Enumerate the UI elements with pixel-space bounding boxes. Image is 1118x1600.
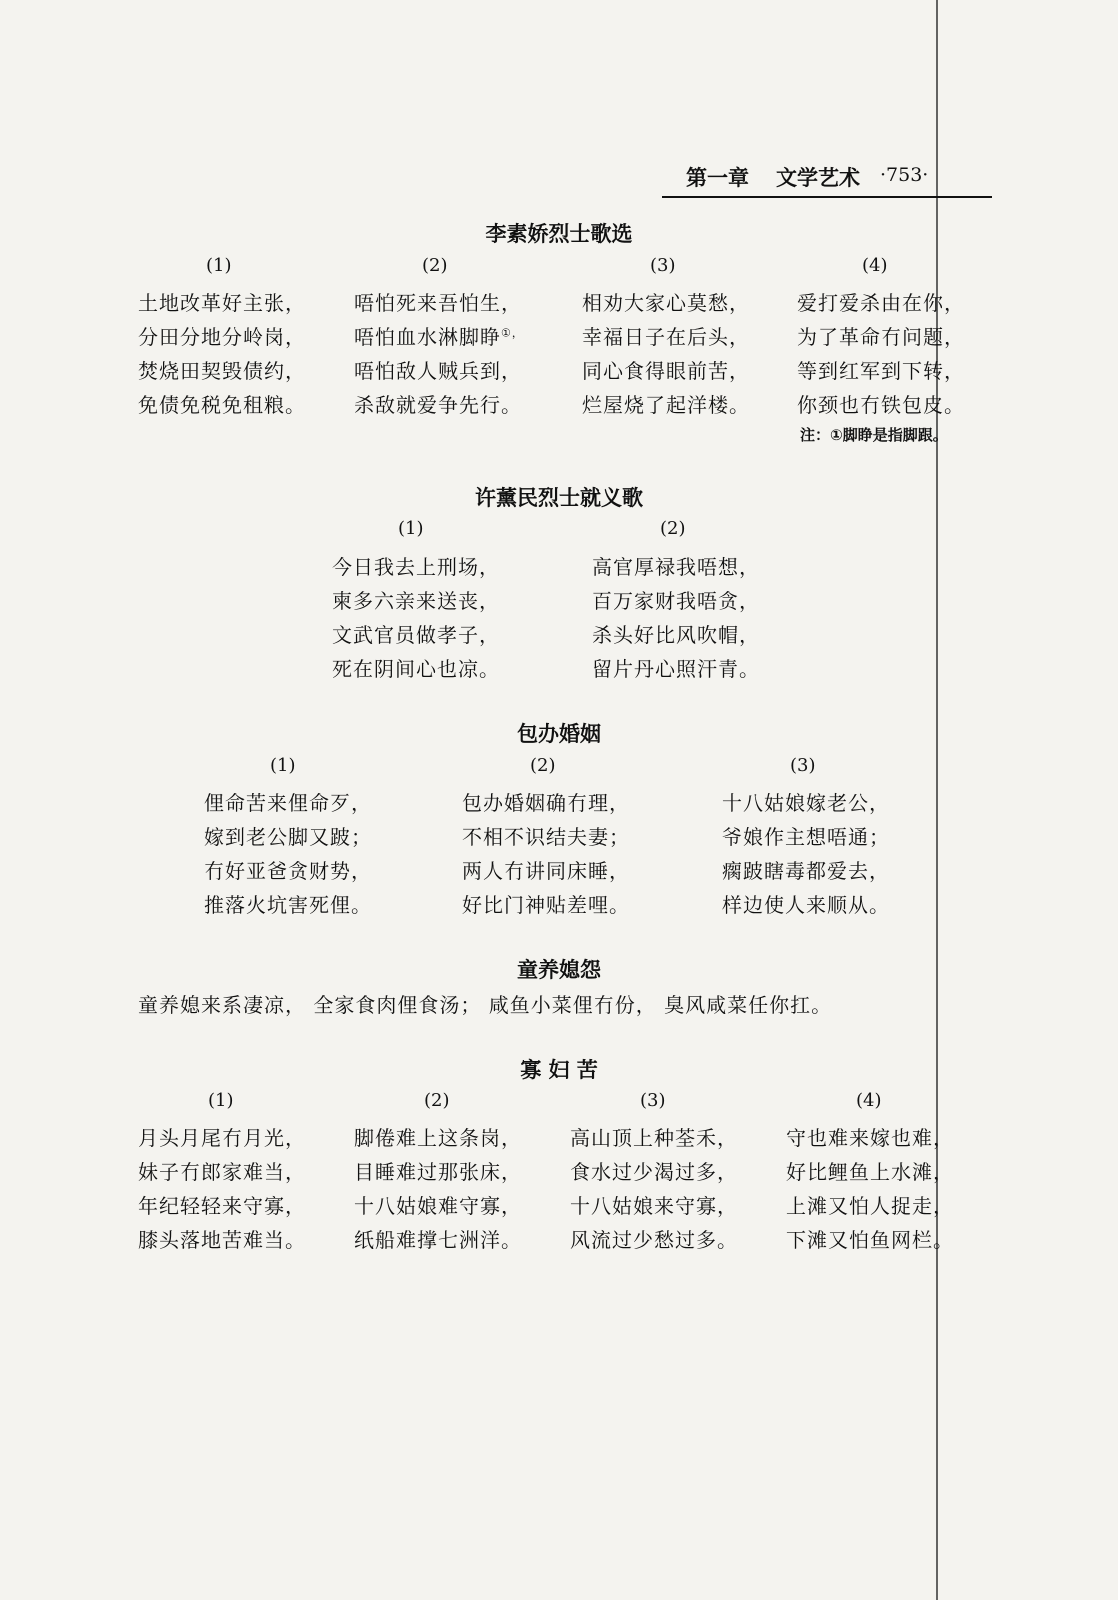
poem1-s3-line3: 同心食得眼前苦， [582,359,750,383]
poem2-s1-line3: 文武官员做孝子， [332,623,500,647]
poem3-s2-line1: 包办婚姻确冇理， [462,791,630,815]
poem5-stanza3-num: (3) [640,1090,666,1111]
poem1-s3-line4: 烂屋烧了起洋楼。 [582,393,750,417]
poem2-stanza2-num: (2) [660,518,686,539]
poem5-s2-line1: 脚倦难上这条岗， [354,1126,522,1150]
poem3-s3-line1: 十八姑娘嫁老公， [722,791,890,815]
poem5-s1-line1: 月头月尾冇月光， [138,1126,306,1150]
poem1-s4-line2: 为了革命冇问题， [797,325,965,349]
poem5-s3-line1: 高山顶上种荃禾， [570,1126,738,1150]
poem5-s1-line3: 年纪轻轻来守寡， [138,1194,306,1218]
poem4-line: 童养媳来系凄凉， 全家食肉俚食汤； 咸鱼小菜俚冇份， 臭风咸菜任你扛。 [138,993,833,1017]
poem2-s2-line4: 留片丹心照汗青。 [592,657,760,681]
poem1-stanza2-num: (2) [422,255,448,276]
poem1-s4-line3: 等到红军到下转， [797,359,965,383]
poem4-title: 童养媳怨 [517,958,601,982]
poem1-s2-line4: 杀敌就爱争先行。 [354,393,522,417]
poem3-s3-line2: 爷娘作主想唔通； [722,825,890,849]
poem1-stanza4-num: (4) [862,255,888,276]
poem1-footnote: 注：①脚睁是指脚跟。 [800,426,948,444]
poem2-s2-line1: 高官厚禄我唔想， [592,555,760,579]
poem5-s4-line3: 上滩又怕人捉走， [786,1194,954,1218]
poem1-s1-line3: 焚烧田契毁债约， [138,359,306,383]
poem3-s1-line1: 俚命苦来俚命歹， [204,791,372,815]
poem1-stanza1-num: (1) [206,255,232,276]
poem3-s1-line2: 嫁到老公脚又跛； [204,825,372,849]
poem5-s4-line1: 守也难来嫁也难， [786,1126,954,1150]
page-number: ·753· [880,164,929,186]
poem5-s1-line2: 妹子冇郎家难当， [138,1160,306,1184]
poem3-stanza3-num: (3) [790,755,816,776]
poem1-s1-line1: 土地改革好主张， [138,291,306,315]
poem5-stanza1-num: (1) [208,1090,234,1111]
poem2-s2-line3: 杀头好比风吹帽， [592,623,760,647]
poem1-stanza3-num: (3) [650,255,676,276]
poem5-s2-line3: 十八姑娘难守寡， [354,1194,522,1218]
poem1-s3-line2: 幸福日子在后头， [582,325,750,349]
poem1-s4-line1: 爱打爱杀由在你， [797,291,965,315]
poem5-stanza4-num: (4) [856,1090,882,1111]
poem3-s2-line2: 不相不识结夫妻； [462,825,630,849]
poem5-title: 寡 妇 苦 [520,1058,598,1082]
poem3-s1-line4: 推落火坑害死俚。 [204,893,372,917]
section-label: 文学艺术 [776,166,860,190]
poem3-s3-line4: 样边使人来顺从。 [722,893,890,917]
poem5-s2-line2: 目睡难过那张床， [354,1160,522,1184]
poem3-s3-line3: 瘸跛瞎毒都爱去， [722,859,890,883]
poem3-title: 包办婚姻 [517,722,601,746]
poem5-s4-line4: 下滩又怕鱼网栏。 [786,1228,954,1252]
chapter-label: 第一章 [686,166,749,190]
poem3-s2-line3: 两人冇讲同床睡， [462,859,630,883]
poem5-s3-line3: 十八姑娘来守寡， [570,1194,738,1218]
footnote-mark: ①， [501,326,524,340]
poem3-s2-line4: 好比门神贴差哩。 [462,893,630,917]
page-header [662,160,992,198]
poem1-s1-line2: 分田分地分岭岗， [138,325,306,349]
poem1-title: 李素娇烈士歌选 [485,222,633,246]
poem3-stanza1-num: (1) [270,755,296,776]
poem1-s2-line3: 唔怕敌人贼兵到， [354,359,522,383]
poem1-s4-line4: 你颈也冇铁包皮。 [797,393,965,417]
poem3-s1-line3: 冇好亚爸贪财势， [204,859,372,883]
poem3-stanza2-num: (2) [530,755,556,776]
poem1-s2-line2: 唔怕血水淋脚睁①， [354,325,524,349]
poem2-stanza1-num: (1) [398,518,424,539]
poem2-s1-line4: 死在阴间心也凉。 [332,657,500,681]
poem5-stanza2-num: (2) [424,1090,450,1111]
poem5-s2-line4: 纸船难撑七洲洋。 [354,1228,522,1252]
poem1-s3-line1: 相劝大家心莫愁， [582,291,750,315]
poem5-s1-line4: 膝头落地苦难当。 [138,1228,306,1252]
poem2-s1-line1: 今日我去上刑场， [332,555,500,579]
poem2-s2-line2: 百万家财我唔贪， [592,589,760,613]
poem1-s1-line4: 免债免税免租粮。 [138,393,306,417]
poem2-s1-line2: 柬多六亲来送丧， [332,589,500,613]
poem5-s3-line4: 风流过少愁过多。 [570,1228,738,1252]
poem5-s4-line2: 好比鲤鱼上水滩， [786,1160,954,1184]
poem5-s3-line2: 食水过少渴过多， [570,1160,738,1184]
poem2-title: 许薰民烈士就义歌 [475,486,643,510]
poem1-s2-line1: 唔怕死来吾怕生， [354,291,522,315]
